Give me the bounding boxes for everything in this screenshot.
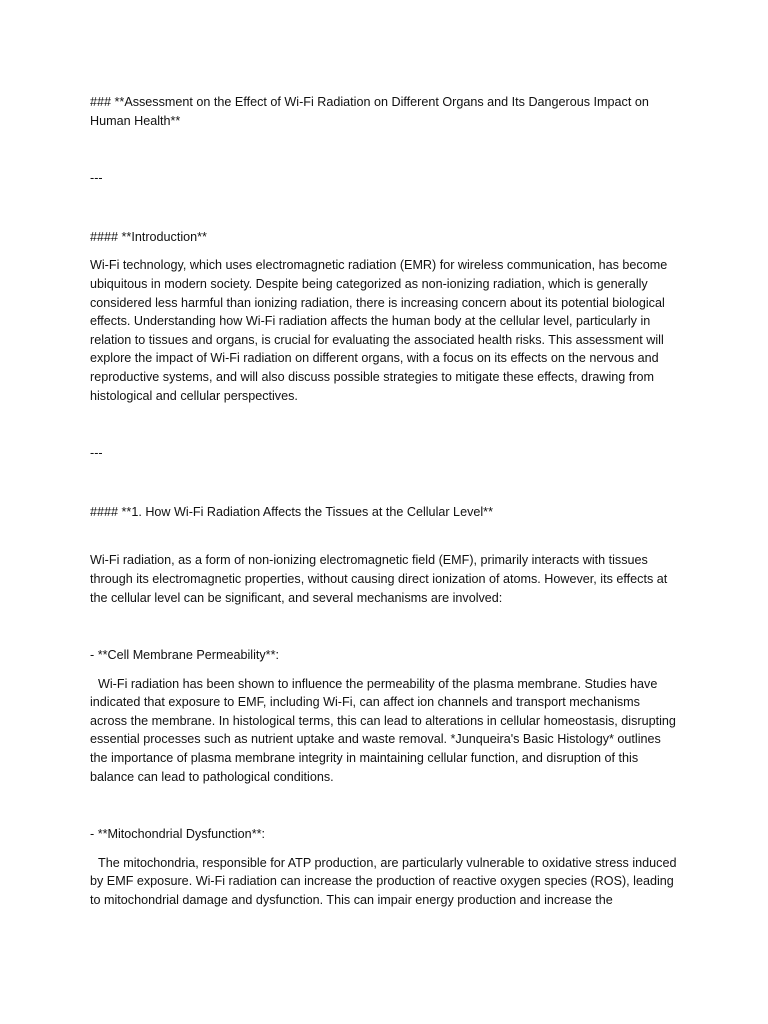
- bullet-paragraph-cell-membrane: Wi-Fi radiation has been shown to influence the permeability of the plasma membrane. Studies have indicated that exposure to EMF, including Wi-Fi, can affect ion channels and transport mechanisms across the membrane. In histological terms, this can lead to alterations in cellular homeostasis, disrupting essential processes such as nutrient uptake and waste removal. *Junqueira's Basic Histology* outlines the importance of plasma membrane integrity in maintaining cellular function, and disruption of this balance can lead to pathological conditions.: [90, 676, 676, 784]
- introduction-paragraph: Wi-Fi technology, which uses electromagnetic radiation (EMR) for wireless communication, has become ubiquitous in modern society. Despite being categorized as non-ionizing radiation, which is generally considered less harmful than ionizing radiation, there is increasing concern about its potential biological effects. Understanding how Wi-Fi radiation affects the human body at the cellular level, particularly in relation to tissues and organs, is crucial for evaluating the associated health risks. This assessment will explore the impact of Wi-Fi radiation on different organs, with a focus on its effects on the nervous and reproductive systems, and will also discuss possible strategies to mitigate these effects, drawing from histological and cellular perspectives.: [90, 258, 668, 403]
- separator: ---: [90, 171, 103, 186]
- section-heading-cellular-level: #### **1. How Wi-Fi Radiation Affects the Tissues at the Cellular Level**: [90, 504, 493, 519]
- bullet-paragraph-mitochondrial: The mitochondria, responsible for ATP production, are particularly vulnerable to oxidative stress induced by EMF exposure. Wi-Fi radiation can increase the production of reactive oxygen species (ROS), leading to mitochondrial damage and dysfunction. This can impair energy production and increase the: [90, 855, 677, 908]
- section-paragraph-cellular-level: Wi-Fi radiation, as a form of non-ionizing electromagnetic field (EMF), primarily interacts with tissues through its electromagnetic properties, without causing direct ionization of atoms. However, its effects at the cellular level can be significant, and several mechanisms are involved:: [90, 553, 668, 605]
- document-page: [90, 93, 678, 910]
- bullet-heading-cell-membrane: - **Cell Membrane Permeability**:: [90, 648, 279, 663]
- document-title: ### **Assessment on the Effect of Wi-Fi Radiation on Different Organs and Its Dangerous Impact on Human Health**: [90, 95, 649, 128]
- bullet-heading-mitochondrial: - **Mitochondrial Dysfunction**:: [90, 827, 265, 842]
- section-heading-introduction: #### **Introduction**: [90, 229, 207, 244]
- separator: ---: [90, 446, 103, 461]
